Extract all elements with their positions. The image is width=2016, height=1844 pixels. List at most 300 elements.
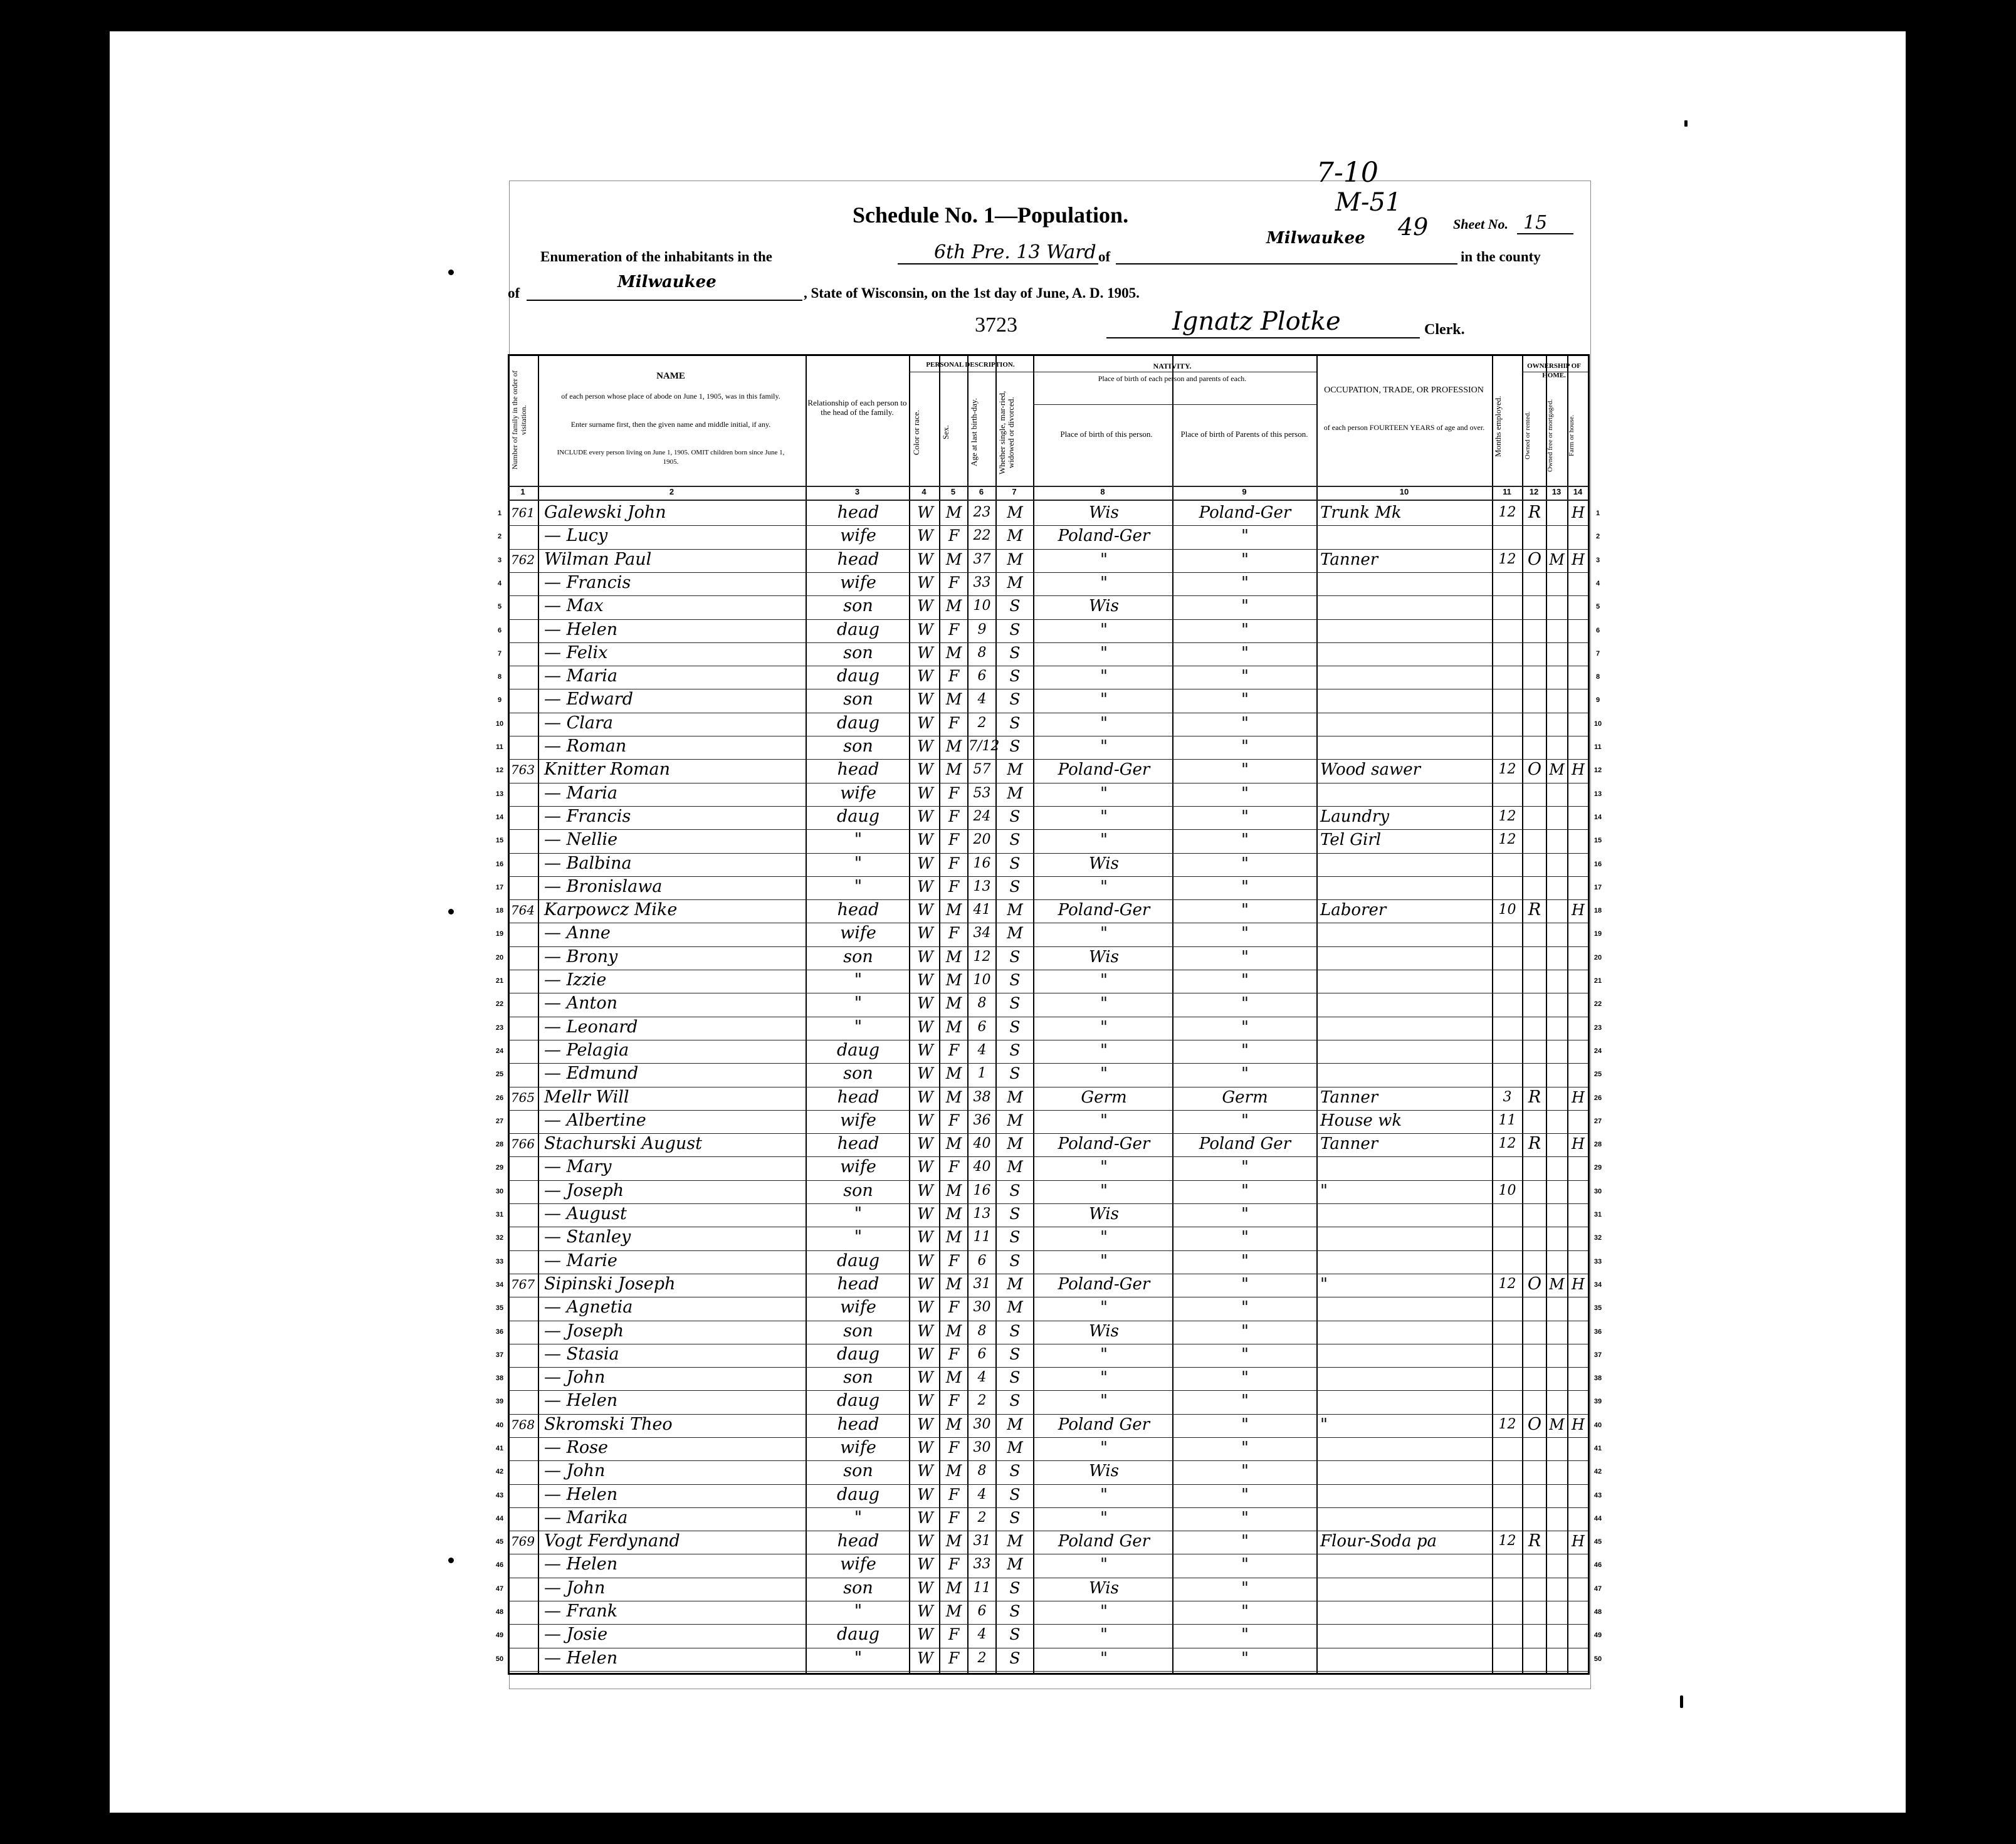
farm-house-cell (1568, 783, 1588, 804)
months-employed-cell (1493, 853, 1521, 874)
months-employed-cell: 12 (1498, 552, 1516, 567)
marital-cell: M (1007, 550, 1023, 568)
relationship-cell: daug (836, 807, 880, 826)
owned-rented-cell (1523, 1227, 1546, 1248)
birth-place-cell: " (1100, 1438, 1108, 1457)
name-cell: — Stanley (544, 1227, 631, 1247)
farm-house-cell (1568, 1554, 1588, 1575)
relationship-cell: head (837, 1415, 879, 1434)
relationship-cell: " (854, 993, 863, 1013)
line-number-right: 16 (1593, 861, 1602, 868)
hole-punch-mark (448, 1558, 454, 1563)
line-number-right: 20 (1593, 954, 1602, 961)
months-employed-cell: 11 (1498, 1113, 1516, 1128)
owned-rented-cell (1523, 923, 1546, 944)
relationship-cell: daug (836, 713, 880, 733)
name-cell: Knitter Roman (544, 760, 671, 779)
column-divider (538, 354, 539, 1674)
birth-place-cell: " (1100, 1625, 1108, 1644)
name-cell: — Helen (544, 1648, 618, 1668)
age-cell: 11 (973, 1580, 991, 1596)
birth-place-cell: " (1100, 550, 1108, 569)
owned-free-cell (1546, 1110, 1567, 1131)
name-cell: — John (544, 1578, 606, 1598)
owned-free-cell (1546, 1321, 1567, 1342)
owned-free-cell (1546, 806, 1567, 827)
name-cell: — Helen (544, 1554, 618, 1574)
enumeration-of: of (1098, 249, 1111, 265)
color-cell: W (917, 574, 933, 592)
owned-rented-cell (1523, 1437, 1546, 1459)
marital-cell: S (1009, 714, 1021, 732)
occupation-cell (1320, 1344, 1491, 1365)
line-number-right: 3 (1595, 557, 1600, 564)
birth-place-cell: " (1100, 1555, 1108, 1574)
marital-cell: M (1007, 1415, 1023, 1433)
occupation-cell (1320, 970, 1491, 991)
parent-birth-place-cell: " (1241, 1158, 1249, 1176)
owned-rented-cell (1523, 876, 1546, 898)
owned-free-cell (1546, 1087, 1567, 1108)
farm-house-cell (1568, 1507, 1588, 1529)
family-number-cell: 762 (510, 552, 535, 567)
line-number-left: 29 (495, 1164, 504, 1171)
farm-house-cell (1568, 1578, 1588, 1599)
line-number-right: 38 (1593, 1375, 1602, 1382)
marital-cell: S (1009, 1602, 1021, 1620)
relationship-cell: " (854, 1227, 863, 1247)
marital-cell: S (1009, 1322, 1021, 1340)
age-cell: 7/12 (969, 738, 1000, 754)
age-cell: 37 (973, 552, 991, 567)
owned-free-cell (1546, 876, 1567, 898)
sheet-label: Sheet No. (1453, 216, 1508, 232)
owned-rented-cell (1523, 1390, 1546, 1412)
line-number-right: 1 (1595, 510, 1600, 517)
farm-house-cell (1568, 1017, 1588, 1038)
farm-house-cell (1568, 1321, 1588, 1342)
farm-house-cell: H (1572, 1276, 1585, 1293)
owned-rented-cell (1523, 619, 1546, 641)
parent-birth-place-cell: " (1241, 526, 1249, 545)
line-number-left: 1 (497, 510, 502, 517)
relationship-cell: son (843, 596, 873, 616)
relationship-cell: head (837, 1134, 879, 1153)
marital-cell: S (1009, 1252, 1021, 1270)
col-number: 11 (1503, 487, 1511, 496)
sex-cell: F (948, 1625, 960, 1643)
sex-cell: M (945, 644, 962, 662)
marital-cell: M (1007, 526, 1023, 545)
owned-rented-cell (1523, 1321, 1546, 1342)
col-header-marital: Whether single, mar-ried, widowed or divorced. (997, 390, 1016, 474)
parent-birth-place-cell: " (1241, 830, 1249, 849)
owned-free-cell (1546, 1133, 1567, 1155)
sex-cell: M (945, 971, 962, 989)
relationship-cell: son (843, 689, 873, 709)
color-cell: W (917, 784, 933, 802)
line-number-left: 32 (495, 1234, 504, 1242)
owned-free-cell (1546, 572, 1567, 594)
marital-cell: S (1009, 621, 1021, 639)
farm-house-cell (1568, 806, 1588, 827)
line-number-left: 44 (495, 1515, 504, 1522)
occupation-cell: Tanner (1320, 1088, 1378, 1107)
farm-house-cell (1568, 993, 1588, 1014)
relationship-cell: head (837, 900, 879, 919)
months-employed-cell (1493, 736, 1521, 757)
occupation-cell (1320, 853, 1491, 874)
age-cell: 6 (977, 1019, 987, 1035)
owned-free-cell (1546, 1648, 1567, 1669)
farm-house-cell (1568, 876, 1588, 898)
owned-rented-cell (1523, 1250, 1546, 1272)
parent-birth-place-cell: " (1241, 737, 1249, 756)
line-number-right: 45 (1593, 1538, 1602, 1546)
marital-cell: S (1009, 1509, 1021, 1527)
birth-place-cell: " (1100, 807, 1108, 826)
age-cell: 40 (973, 1159, 991, 1175)
owned-free-cell (1546, 525, 1567, 547)
color-cell: W (917, 1205, 933, 1223)
age-cell: 8 (977, 645, 987, 661)
sex-cell: M (945, 1415, 962, 1433)
family-number-cell (508, 993, 538, 1014)
birth-place-cell: " (1100, 1602, 1108, 1621)
name-cell: — Albertine (544, 1111, 646, 1130)
owned-rented-cell (1523, 1180, 1546, 1202)
line-number-right: 12 (1593, 767, 1602, 774)
months-employed-cell (1493, 993, 1521, 1014)
color-cell: W (917, 971, 933, 989)
occupation-cell (1320, 1203, 1491, 1225)
color-cell: W (917, 1485, 933, 1504)
name-cell: — Edward (544, 689, 633, 709)
family-number-cell (508, 619, 538, 641)
owned-free-cell (1546, 899, 1567, 921)
col-number: 3 (854, 487, 860, 496)
parent-birth-place-cell: Poland Ger (1199, 1134, 1291, 1153)
color-cell: W (917, 877, 933, 896)
color-cell: W (917, 1391, 933, 1410)
enumeration-line-prefix: Enumeration of the inhabitants in the (540, 249, 772, 265)
relationship-cell: daug (836, 666, 880, 686)
parent-birth-place-cell: " (1241, 1391, 1249, 1410)
line-number-left: 3 (497, 557, 502, 564)
line-number-left: 31 (495, 1211, 504, 1218)
col-header-nativity: NATIVITY. (1153, 362, 1192, 370)
birth-place-cell: " (1100, 1228, 1108, 1247)
parent-birth-place-cell: " (1241, 1041, 1249, 1060)
sex-cell: F (948, 854, 960, 872)
marital-cell: S (1009, 854, 1021, 872)
relationship-cell: wife (840, 1438, 876, 1457)
parent-birth-place-cell: " (1241, 574, 1249, 592)
birth-place-cell: Poland-Ger (1058, 901, 1150, 919)
farm-house-cell: H (1572, 1135, 1585, 1153)
months-employed-cell (1493, 1390, 1521, 1412)
family-number-cell (508, 783, 538, 804)
farm-house-cell (1568, 1156, 1588, 1178)
family-number-cell (508, 1297, 538, 1318)
months-employed-cell (1493, 1578, 1521, 1599)
row-divider (508, 486, 1588, 487)
column-divider (1316, 354, 1318, 1674)
age-cell: 6 (977, 1253, 987, 1269)
relationship-cell: head (837, 760, 879, 779)
line-number-left: 30 (495, 1188, 504, 1195)
sex-cell: F (948, 1555, 960, 1573)
birth-place-cell: Wis (1089, 1579, 1119, 1598)
owned-rented-cell: O (1527, 550, 1542, 569)
family-number-cell (508, 1460, 538, 1482)
relationship-cell: wife (840, 573, 876, 592)
county-value: Milwaukee (617, 273, 717, 291)
birth-place-cell: " (1100, 1064, 1108, 1083)
birth-place-cell: " (1100, 1111, 1108, 1130)
line-number-left: 25 (495, 1071, 504, 1078)
owned-rented-cell (1523, 1507, 1546, 1529)
owned-free-cell (1546, 689, 1567, 710)
marital-cell: S (1009, 737, 1021, 755)
family-number-cell (508, 806, 538, 827)
col-header-family-number: Number of family in the order of visitation. (510, 370, 528, 469)
owned-rented-cell (1523, 853, 1546, 874)
sex-cell: F (948, 1252, 960, 1270)
parent-birth-place-cell: " (1241, 1018, 1249, 1037)
age-cell: 23 (973, 505, 991, 520)
farm-house-cell (1568, 619, 1588, 641)
family-number-cell: 761 (510, 505, 535, 520)
sex-cell: M (945, 1088, 962, 1106)
sex-cell: M (945, 901, 962, 919)
occupation-cell (1320, 1040, 1491, 1061)
family-number-cell (508, 1321, 538, 1342)
name-cell: — Rose (544, 1438, 609, 1457)
color-cell: W (917, 597, 933, 615)
relationship-cell: son (843, 1578, 873, 1598)
sex-cell: M (945, 1064, 962, 1082)
farm-house-cell: H (1572, 1089, 1585, 1106)
family-number-cell: 763 (510, 762, 535, 777)
occupation-cell: " (1320, 1181, 1328, 1200)
color-cell: W (917, 1625, 933, 1643)
sex-cell: F (948, 924, 960, 942)
sex-cell: F (948, 621, 960, 639)
marital-cell: S (1009, 644, 1021, 662)
birth-place-cell: Wis (1089, 1322, 1119, 1341)
marital-cell: S (1009, 1041, 1021, 1059)
line-number-left: 39 (495, 1398, 504, 1405)
months-employed-cell (1493, 713, 1521, 734)
age-cell: 31 (973, 1276, 991, 1292)
age-cell: 30 (973, 1299, 991, 1315)
relationship-cell: " (854, 1204, 863, 1223)
name-cell: — August (544, 1204, 627, 1223)
name-cell: — John (544, 1368, 606, 1387)
farm-house-cell (1568, 713, 1588, 734)
line-number-right: 49 (1593, 1632, 1602, 1639)
line-number-left: 21 (495, 977, 504, 985)
family-number-cell: 765 (510, 1090, 535, 1105)
name-cell: — Felix (544, 643, 608, 663)
color-cell: W (917, 503, 933, 521)
sex-cell: M (945, 1018, 962, 1036)
line-number-left: 9 (497, 696, 502, 704)
relationship-cell: head (837, 1087, 879, 1107)
owned-free-cell (1546, 666, 1567, 687)
owned-free-cell: M (1549, 1416, 1565, 1433)
marital-cell: S (1009, 1649, 1021, 1667)
owned-free-cell (1546, 946, 1567, 968)
owned-rented-cell (1523, 829, 1546, 851)
sex-cell: F (948, 830, 960, 849)
line-number-left: 33 (495, 1258, 504, 1265)
family-number-cell: 764 (510, 903, 535, 918)
name-cell: — Maria (544, 783, 617, 803)
age-cell: 16 (973, 856, 991, 871)
parent-birth-place-cell: " (1241, 1555, 1249, 1574)
enumeration-line-suffix: in the county (1461, 249, 1541, 265)
family-number-cell (508, 876, 538, 898)
sex-cell: M (945, 503, 962, 521)
relationship-cell: " (854, 877, 863, 896)
farm-house-cell: H (1572, 551, 1585, 568)
farm-house-cell (1568, 689, 1588, 710)
parent-birth-place-cell: " (1241, 1509, 1249, 1527)
color-cell: W (917, 1438, 933, 1457)
line-number-right: 50 (1593, 1655, 1602, 1663)
name-cell: — Pelagia (544, 1040, 629, 1060)
line-number-left: 49 (495, 1632, 504, 1639)
color-cell: W (917, 644, 933, 662)
parent-birth-place-cell: " (1241, 1322, 1249, 1341)
relationship-cell: " (854, 970, 863, 990)
col-header-sex: Sex. (941, 425, 950, 440)
owned-rented-cell (1523, 993, 1546, 1014)
owned-free-cell (1546, 1578, 1567, 1599)
marital-cell: S (1009, 1368, 1021, 1386)
occupation-cell: House wk (1320, 1111, 1402, 1130)
owned-free-cell: M (1549, 761, 1565, 778)
marital-cell: S (1009, 807, 1021, 825)
family-number-cell (508, 829, 538, 851)
name-cell: Galewski John (544, 503, 666, 522)
owned-free-cell (1546, 1344, 1567, 1365)
relationship-cell: wife (840, 1297, 876, 1317)
occupation-cell (1320, 993, 1491, 1014)
occupation-cell (1320, 923, 1491, 944)
parent-birth-place-cell: " (1241, 1252, 1249, 1270)
line-number-right: 35 (1593, 1304, 1602, 1312)
parent-birth-place-cell: " (1241, 994, 1249, 1013)
line-number-left: 47 (495, 1585, 504, 1593)
color-cell: W (917, 737, 933, 755)
name-cell: — Mary (544, 1157, 612, 1176)
family-number-cell (508, 713, 538, 734)
birth-place-cell: Poland Ger (1058, 1415, 1150, 1434)
line-number-left: 27 (495, 1118, 504, 1125)
color-cell: W (917, 924, 933, 942)
line-number-right: 37 (1593, 1351, 1602, 1359)
age-cell: 8 (977, 1463, 987, 1479)
name-cell: — Helen (544, 620, 618, 639)
relationship-cell: son (843, 1461, 873, 1480)
color-cell: W (917, 1252, 933, 1270)
occupation-cell (1320, 1017, 1491, 1038)
sex-cell: F (948, 1111, 960, 1129)
parent-birth-place-cell: " (1241, 1064, 1249, 1083)
parent-birth-place-cell: " (1241, 877, 1249, 896)
owned-free-cell (1546, 1460, 1567, 1482)
owned-free-cell (1546, 853, 1567, 874)
col-header-ownership: OWNERSHIP OF HOME. (1527, 362, 1581, 379)
col-header-name-line2: Enter surname first, then the given name and middle initial, if any. (570, 420, 771, 429)
owned-free-cell (1546, 1531, 1567, 1552)
farm-house-cell (1568, 829, 1588, 851)
sex-cell: M (945, 597, 962, 615)
relationship-cell: daug (836, 1485, 880, 1504)
line-number-right: 47 (1593, 1585, 1602, 1593)
farm-house-cell (1568, 923, 1588, 944)
occupation-cell (1320, 666, 1491, 687)
owned-rented-cell: R (1528, 1087, 1541, 1107)
owned-free-cell (1546, 1227, 1567, 1248)
name-cell: — Frank (544, 1601, 618, 1621)
relationship-cell: son (843, 1321, 873, 1341)
occupation-cell (1320, 525, 1491, 547)
marital-cell: S (1009, 1181, 1021, 1200)
family-number-cell (508, 666, 538, 687)
marital-cell: M (1007, 1111, 1023, 1129)
family-number-cell (508, 1578, 538, 1599)
occupation-cell (1320, 1390, 1491, 1412)
column-divider (909, 354, 910, 1674)
birth-place-cell: Wis (1089, 1462, 1119, 1480)
line-number-left: 18 (495, 907, 504, 914)
age-cell: 6 (977, 1346, 987, 1362)
line-number-right: 33 (1593, 1258, 1602, 1265)
line-number-right: 14 (1593, 814, 1602, 821)
owned-rented-cell (1523, 1578, 1546, 1599)
name-cell: — Max (544, 596, 604, 616)
sex-cell: F (948, 1345, 960, 1363)
color-cell: W (917, 1368, 933, 1386)
owned-free-cell: M (1549, 1276, 1565, 1293)
owned-free-cell (1546, 1017, 1567, 1038)
months-employed-cell (1493, 1297, 1521, 1318)
months-employed-cell (1493, 970, 1521, 991)
occupation-cell (1320, 1554, 1491, 1575)
line-number-right: 28 (1593, 1141, 1602, 1148)
occupation-cell (1320, 595, 1491, 617)
owned-rented-cell (1523, 642, 1546, 664)
owned-free-cell (1546, 1063, 1567, 1084)
owned-rented-cell (1523, 713, 1546, 734)
line-number-left: 24 (495, 1047, 504, 1055)
months-employed-cell: 12 (1498, 762, 1516, 777)
months-employed-cell (1493, 1554, 1521, 1575)
owned-free-cell (1546, 1250, 1567, 1272)
marital-cell: S (1009, 1228, 1021, 1246)
family-number-cell: 769 (510, 1534, 535, 1549)
color-cell: W (917, 1415, 933, 1433)
birth-place-cell: " (1100, 690, 1108, 709)
family-number-cell: 766 (510, 1136, 535, 1151)
owned-free-cell (1546, 1390, 1567, 1412)
name-cell: Stachurski August (544, 1134, 702, 1153)
parent-birth-place-cell: " (1241, 714, 1249, 733)
